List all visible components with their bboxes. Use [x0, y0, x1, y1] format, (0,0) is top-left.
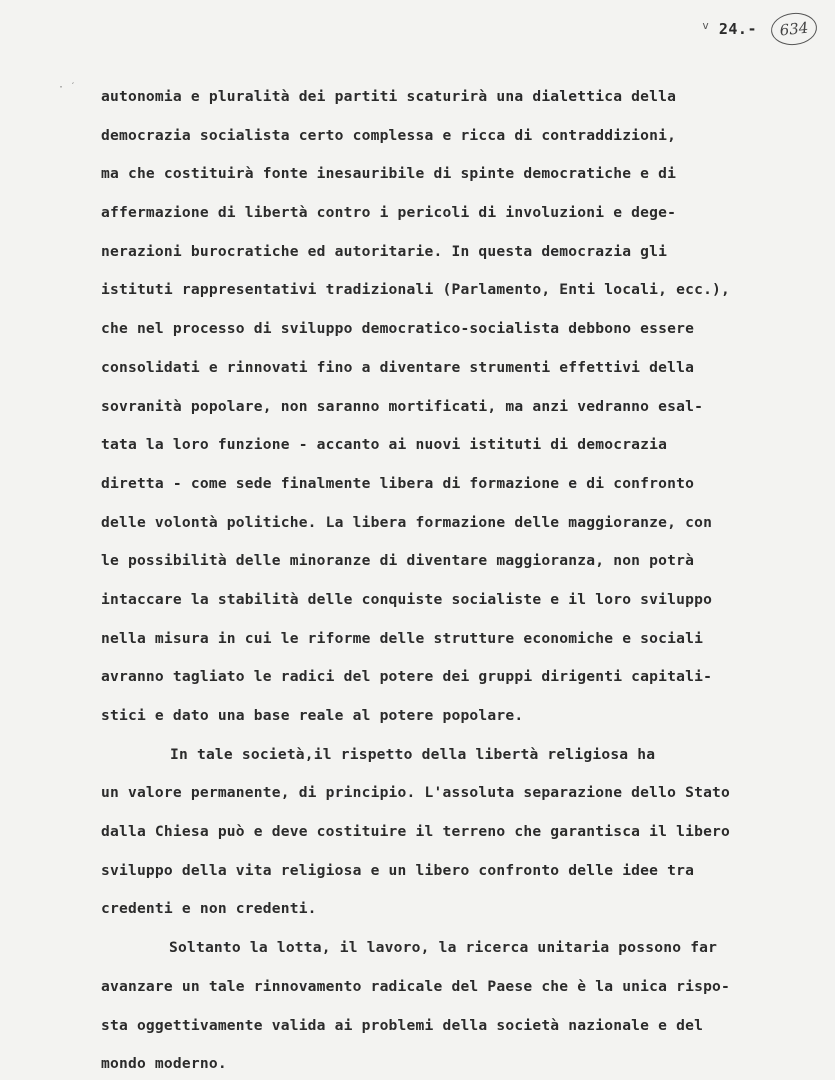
- text-line: consolidati e rinnovati fino a diventare strumenti effettivi della: [101, 358, 695, 376]
- text-line: diretta - come sede finalmente libera di formazione e di confronto: [101, 474, 695, 492]
- text-line: che nel processo di sviluppo democratico-socialista debbono essere: [101, 320, 695, 338]
- text-line: ma che costituirà fonte inesauribile di spinte democratiche e di: [101, 165, 677, 183]
- text-line: intaccare la stabilità delle conquiste socialiste e il loro sviluppo: [101, 590, 713, 608]
- text-line: le possibilità delle minoranze di diventare maggioranza, non potrà: [101, 552, 695, 570]
- text-line: sviluppo della vita religiosa e un libero confronto delle idee tra: [101, 861, 695, 879]
- tick-mark: v: [702, 18, 709, 32]
- text-line: nella misura in cui le riforme delle strutture economiche e sociali: [101, 629, 704, 647]
- text-line: un valore permanente, di principio. L'assoluta separazione dello Stato: [101, 784, 731, 802]
- text-line: istituti rappresentativi tradizionali (Parlamento, Enti locali, ecc.),: [101, 281, 731, 299]
- text-line: tata la loro funzione - accanto ai nuovi istituti di democrazia: [101, 436, 668, 454]
- text-line: credenti e non credenti.: [101, 900, 317, 918]
- text-line: avranno tagliato le radici del potere dei gruppi dirigenti capitali-: [101, 668, 713, 686]
- text-line: delle volontà politiche. La libera formazione delle maggioranze, con: [101, 513, 713, 531]
- text-line: In tale società,il rispetto della libertà religiosa ha: [170, 745, 656, 763]
- page-number: 24.-: [718, 20, 757, 38]
- text-line: autonomia e pluralità dei partiti scaturirà una dialettica della: [101, 88, 677, 105]
- text-line: sta oggettivamente valida ai problemi della società nazionale e del: [101, 1016, 704, 1034]
- page-header: [702, 14, 817, 44]
- text-line: nerazioni burocratiche ed autoritarie. In questa democrazia gli: [101, 242, 668, 260]
- text-line: stici e dato una base reale al potere popolare.: [101, 707, 524, 724]
- typewritten-body: [101, 82, 821, 1080]
- text-line: dalla Chiesa può e deve costituire il terreno che garantisca il libero: [101, 823, 731, 841]
- text-line: mondo moderno.: [101, 1055, 227, 1073]
- text-line: affermazione di libertà contro i pericoli di involuzioni e dege-: [101, 204, 677, 222]
- text-line: Soltanto la lotta, il lavoro, la ricerca unitaria possono far: [169, 939, 718, 957]
- text-line: sovranità popolare, non saranno mortificati, ma anzi vedranno esal-: [101, 397, 704, 415]
- stray-mark: · ˊ: [58, 82, 77, 93]
- text-line: democrazia socialista certo complessa e ricca di contraddizioni,: [101, 126, 677, 144]
- archive-number-circled: 634: [769, 11, 818, 48]
- text-line: avanzare un tale rinnovamento radicale del Paese che è la unica rispo-: [101, 977, 731, 995]
